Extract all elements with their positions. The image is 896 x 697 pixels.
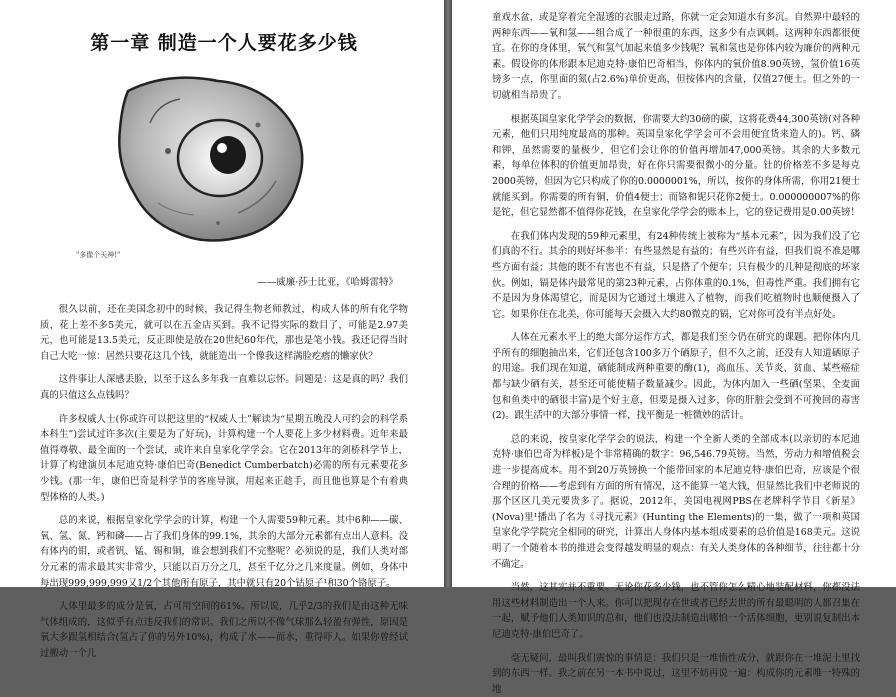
- paragraph: 毫无疑问，最叫我们震惊的事情是：我们只是一堆惰性成分，就跟你在一堆泥土里找到的东西一样。我之前在另一本书中说过，这里不妨再说一遍：构成你的元素唯一特殊的地: [492, 652, 860, 695]
- right-page: [452, 0, 896, 695]
- figure-caption: "多像个天神!": [76, 251, 121, 259]
- left-page: [0, 0, 444, 659]
- paragraph: 根据英国皇家化学学会的数据，你需要大约30磅的碳，这将花费44,300英镑(对各种元素，他们只用纯度最高的那种。英国皇家化学学会可不会用便宜货来造人的)。钙、磷和钾，虽然需要的量极少，但它们会让你的价值再增加47,000英镑。其余的大多数元素，每单位体积的价值更加昂贵，好在你只需要很微小的分量。钍的价格差不多是每克2000英镑，但因为它只构成了你的0.0000001%，所以，按你的身体所需，你用21便士就能买到。你需要的所有铜，价值4便士；而铬和铌只花你2便士。0.000000007%的你是铊，但它显然都不值得你花钱，在皇家化学学会的账本上，它的登记费用是0.00英镑！: [492, 113, 860, 219]
- chapter-title: 第一章 制造一个人要花多少钱: [90, 32, 358, 54]
- paragraph: 在我们体内发现的59种元素里，有24种传统上被称为“基本元素”，因为我们没了它们真的不行。其余的则好坏参半：有些显然是有益的；有些兴许有益，但我们说不准是哪些方面有益；其他的既不有害也不有益，只是搭了个便车；只有极少的几种是彻底的坏家伙。例如，镉是体内最常见的第23种元素，占你体重的0.1%，但毒性严重。我们拥有它不是因为身体渴望它，而是因为它通过土壤进入了植物，而我们吃植物时也顺便摄入了它。如果你住在北美，你可能每天会摄入大约80微克的镉，它对你可没有半点好处。: [492, 230, 860, 320]
- paragraph: 人体在元素水平上的绝大部分运作方式，都是我们至今仍在研究的课题。把你体内几乎所有的细胞抽出来，它们还包含100多万个硒原子，但不久之前，还没有人知道硒原子的用途。我们现在知道，硒能制成两种重要的酶(1)，高血压、关节炎、贫血、某些癌症都与缺少硒有关，甚至还可能使精子数量减少。因此，为体内加入一些硒(坚果、全麦面包和鱼类中的硒很丰富)是个好主意，但要是摄入过多，你的肝脏会受到不可挽回的毒害(2)。跟生活中的大部分事情一样，找平衡是一桩微妙的活计。: [492, 332, 860, 422]
- epigraph-attribution: ——威廉·莎士比亚，《哈姆雷特》: [257, 277, 398, 288]
- paragraph: 总的来说，按皇家化学学会的说法，构建一个全新人类的全部成本(以亲切的本尼迪克特·康伯巴奇为样板)是个非常精确的数字：96,546.79英镑。当然，劳动力和增值税会进一步提高成本。用不到20万英镑换一个能带回家的本尼迪克特·康伯巴奇，应该是个很合理的价格——考虑到有方面的所有情况，这不能算一笔大钱，但显然比我们中老师说的那个区区几美元要贵多了。据说，2012年，美国电视网PBS在老牌科学节目《新星》(Nova)里¹播出了名为《寻找元素》(Hunting the Elements)的一集，做了一项和英国皇家化学学院完全相同的研究，计算出人身体内基本组成要素的总价值是168美元。这说明了一个随着本书的推进会变得越发明显的观点：有关人类身体的各种细节，往往都十分不确定。: [492, 433, 860, 570]
- paragraph: 童戏水盆，或是穿着完全湿透的衣服走过路，你就一定会知道水有多沉。自然界中最轻的两种东西——氧和氢——组合成了一种很重的东西，这多少有点讽刺。这两种东西都很便宜。在你的身体里，氧气和氢气加起来值多少钱呢？氧和氢也是你体内较为廉价的两种元素。假设你的体形跟本尼迪克特·康伯巴奇相当，你体内的氧价值8.90英镑，氢价值16英镑多一点，你里面的氮(占2.6%)单价更高，但按体内的含量，仅值27便士。但之外的一切就相当昂贵了。: [492, 12, 860, 101]
- paragraph: 这件事让人深感丢脸，以至于这么多年我一直难以忘怀。问题是：这是真的吗？我们真的只值这么点钱吗？: [40, 374, 408, 401]
- rock-with-eye-illustration-icon: [98, 63, 338, 248]
- page-gutter: [444, 0, 452, 587]
- paragraph: 许多权威人士(你或许可以把这里的“权威人士”解读为“星期五晚没人可约会的科学系本科生”)尝试过许多次(主要是为了好玩)，计算构建一个人要花上多少材料费。近年来最值得尊敬、最全面的一个尝试，或许来自皇家化学学会。它在2013年的剑桥科学节上，计算了构建演员本尼迪克特·康伯巴奇(Benedict Cumberbatch)必需的所有元素要花多少钱。(那一年，康伯巴奇是科学节的客座导演，用起来正趁手，而且他也算是个有着典型体格的人类。): [40, 413, 408, 503]
- paragraph: 总的来说，根据皇家化学学会的计算，构建一个人需要59种元素。其中6种——碳、氧、氢、氮、钙和磷——占了我们身体的99.1%，其余的大部分元素都有点出人意料。没有体内的钼，或者钒、锰、锡和铜，谁会想到我们不完整呢？必须说的是，我们人类对部分元素的需求最其实非常少，只能以百万分之几，甚至千亿分之几来度量。例如，身体中每出现999,999,999又1/2个其他所有原子，其中就只有20个钴原子¹和30个铬原子。: [40, 515, 408, 589]
- paragraph: 人体里最多的成分是氧，占可用空间的61%。所以说，几乎2/3的我们是由这种无味气体组成的，这似乎有点违反我们的常识。我们之所以不像气球那么轻盈有弹性，原因是氧大多跟氢相结合(氢占了你的另外10%)，构成了水——而水，重得吓人。如果你曾经试过搬动一个儿: [40, 601, 408, 659]
- chapter-illustration: [40, 63, 408, 248]
- paragraph: 很久以前，还在美国念初中的时候，我记得生物老师教过，构成人体的所有化学物质，花上差不多5美元，就可以在五金店买到。我不记得实际的数目了，可能是2.97美元，也可能是13.5美元，反正即使是放在20世纪60年代，那也是笔小钱。我还记得当时自己大吃一惊：居然只要花这几个钱，就能造出一个像我这样满脸疙瘩的懒家伙？: [40, 304, 408, 362]
- paragraph: 当然，这其实并不重要。无论你花多少钱，也不管你怎么精心地装配材料，你都没法用这些材料制造出一个人来。你可以把现存在世或者已经去世的所有最聪明的人都召集在一起，赋予他们人类知识的总和，他们也没法制造出哪怕一个活体细胞，更别说复制出本尼迪克特·康伯巴奇了。: [492, 582, 860, 640]
